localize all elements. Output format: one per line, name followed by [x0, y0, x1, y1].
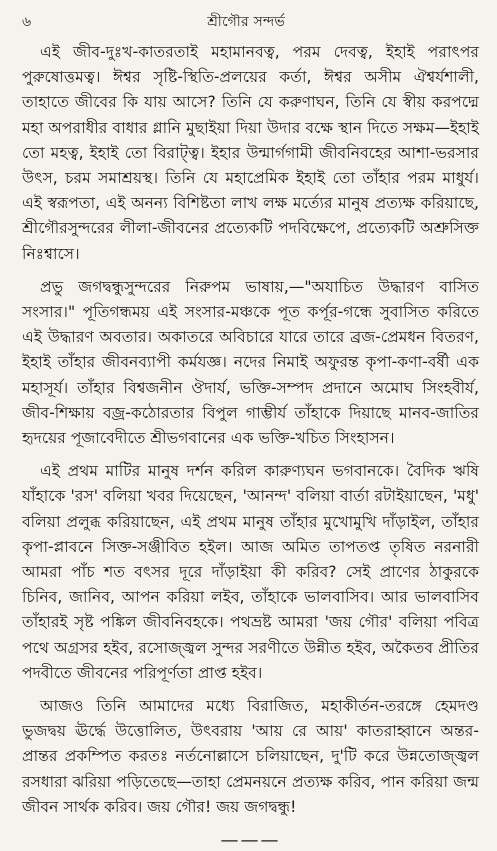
page-header	[22, 10, 479, 34]
running-title: শ্রীগৌর সন্দর্ভ	[207, 14, 286, 30]
page-number: ৬	[22, 14, 32, 30]
paragraph-3: এই প্রথম মাটির মানুষ দর্শন করিল কারুণ্যঘন ভগবানকে। বৈদিক ঋষি যাঁহাকে 'রস' বলিয়া খবর দিয়েছেন, 'আনন্দ' বলিয়া বার্তা রটাইয়াছেন, 'মধু' বলিয়া প্রলুব্ধ করিয়াছেন, এই প্রথম মানুষ তাঁহার মুখোমুখি দাঁড়াইল, তাঁহার কৃপা-প্লাবনে সিক্ত-সঞ্জীবিত হইল। আজ অমিত তাপতপ্ত তৃষিত নরনারী আমরা পাঁচ শত বৎসর দূরে দাঁড়াইয়া কী করিব? সেই প্রাণের ঠাকুরকে চিনিব, জানিব, আপন করিয়া লইব, তাঁহাকে ভালবাসিব। আর ভালবাসিব তাঁহারই সৃষ্ট পঙ্কিল জীবনিবহকে। পথভ্রষ্ট আমরা 'জয় গৌর' বলিয়া পবিত্র পথে অগ্রসর হইব, রসোজ্জ্বল সুন্দর সরণীতে উন্নীত হইব, অকৈতব প্রীতির পদবীতে জীবনের পরিপূর্ণতা প্রাপ্ত হইব।	[22, 462, 479, 682]
paragraph-2: প্রভু জগদ্বন্ধুসুন্দরের নিরুপম ভাষায়,—"অযাচিত উদ্ধারণ বাসিত সংসার।" পূতিগন্ধময় এই সংসার-মঞ্চকে পূত কর্পূর-গন্ধে সুবাসিত করিতে এই উদ্ধারণ অবতার। অকাতরে অবিচারে যারে তারে ব্রজ-প্রেমধন বিতরণ, ইহাই তাঁহার জীবনব্যাপী কর্মযজ্ঞ। নদের নিমাই অফুরন্ত কৃপা-কণা-বর্ষী এক মহাসূর্য। তাঁহার বিশ্বজনীন ঔদার্য, ভক্তি-সম্পদ প্রদানে অমোঘ সিংহবীর্য, জীব-শিক্ষায় বজ্র-কঠোরতার বিপুল গাম্ভীর্য তাঁহাকে দিয়াছে মানব-জাতির হৃদয়ের পূজাবেদীতে শ্রীভগবানের এক ভক্তি-খচিত সিংহাসন।	[22, 277, 479, 448]
paragraph-4: আজও তিনি আমাদের মধ্যে বিরাজিত, মহাকীর্তন-তরঙ্গে হেমদণ্ড ভুজদ্বয় ঊর্দ্ধে উত্তোলিত, উৎবরায় 'আয় রে আয়' কাতরাহ্বানে অন্তর-প্রান্তর প্রকম্পিত করতঃ নর্তনোল্লাসে চলিয়াছেন, দু'টি করে উন্নতোজ্জ্বল রসধারা ঝরিয়া পড়িতেছে—তাহা প্রেমনয়নে প্রত্যক্ষ করিব, পান করিয়া জন্ম জীবন সার্থক করিব। জয় গৌর! জয় জগদ্বন্ধু!	[22, 697, 479, 816]
page-body	[22, 40, 479, 820]
end-ornament-rule: ———	[220, 830, 281, 851]
paragraph-1: এই জীব-দুঃখ-কাতরতাই মহামানবত্ব, পরম দেবত্ব, ইহাই পরাৎপর পুরুষোত্তমত্ব। ঈশ্বর সৃষ্টি-স্থিতি-প্রলয়ের কর্তা, ঈশ্বর অসীম ঐশ্বর্যশালী, তাহাতে জীবের কি যায় আসে? তিনি যে করুণাঘন, তিনি যে স্বীয় করপদ্মে মহা অপরাধীর বাধার গ্লানি মুছাইয়া দিয়া উদার বক্ষে স্থান দিতে সক্ষম—ইহাই তো মহত্ব, ইহাই তো বিরাট্‌ত্ব। ইহার উন্মার্গগামী জীবনিবহের আশা-ভরসার উৎস, চরম সমাশ্রয়স্থ। তিনি যে মহাপ্রেমিক ইহাই তো তাঁহার পরম মাধুর্য। এই স্বরূপতা, এই অনন্য বিশিষ্টতা লাখ লক্ষ মর্ত্যের মানুষ প্রত্যক্ষ করিয়াছে, শ্রীগৌরসুন্দরের লীলা-জীবনের প্রত্যেকটি পদবিক্ষেপে, প্রত্যেকটি অশ্রুসিক্ত নিঃশ্বাসে।	[22, 43, 479, 263]
paragraph-gap	[22, 451, 479, 459]
paragraph-gap	[22, 267, 479, 275]
paragraph-gap	[22, 686, 479, 694]
